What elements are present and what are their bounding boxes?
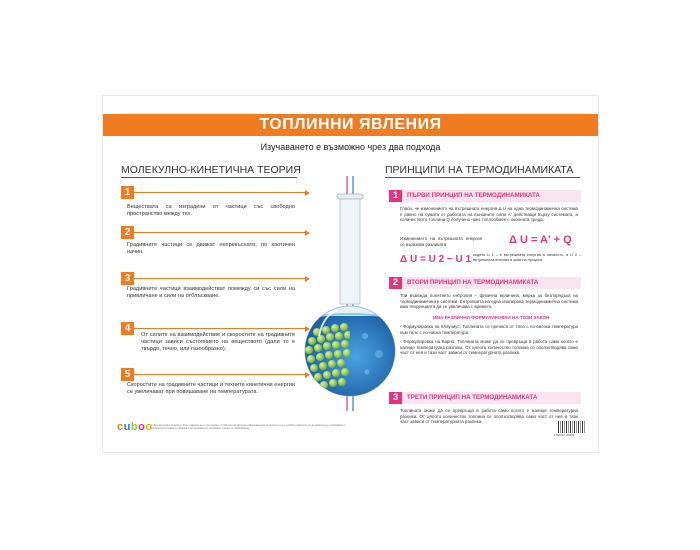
item-text: Градивните частици се движат непрекъснато, по хаотичен начин. <box>127 242 295 256</box>
item-text: Градивните частици взаимодействат помежду си със сили на привличане и сили на отблъскване. <box>127 286 295 300</box>
item-divider <box>134 192 306 193</box>
left-section-heading: МОЛЕКУЛНО-КИНЕТИЧНА ТЕОРИЯ <box>121 164 301 176</box>
item-number: 5 <box>121 368 134 381</box>
formula-delta-u: Δ U = U 2 − U 1 <box>400 254 472 265</box>
title-banner <box>103 114 598 136</box>
poster-subtitle: Изучаването е възможно чрез два подхода <box>260 142 441 152</box>
item-divider <box>134 278 306 279</box>
principle-2-header <box>389 277 581 289</box>
flask-illustration <box>303 176 398 411</box>
principle-number: 2 <box>389 277 402 289</box>
item-divider <box>134 232 306 233</box>
formulation-clausius: - Формулировка на Клаузиус: Топлината се пренася от тяло с по-висока температура към тяло с по-ниска температура. <box>400 324 578 335</box>
poster <box>103 96 598 452</box>
principle-number: 3 <box>389 392 402 404</box>
principle-1-text: Гласи, че изменението на вътрешната енергия Δ U на една термодинамична система е равно на сумата от работата на външните сили A' действащи върху системата, и количеството топлина Q получено чрез топлообмен с околната среда: <box>400 206 578 223</box>
item-text: Веществата са изградени от частици със свободно пространство между тях. <box>127 204 295 218</box>
principle-3-text: Топлината може да се превръща в работа само когато е налице температурна разлика. От цялото количество топлина се оползотворява само част от нея и тази част зависи от температурната разлика. <box>400 408 578 425</box>
item-number: 4 <box>121 322 134 335</box>
item-divider <box>134 374 306 375</box>
principle-3-header <box>389 392 581 404</box>
principle-2-text: Той въвежда понятието ентропия – физична величина, мярка за безпорядъка на термодинамичните системи. Ентропията на една изолирана термодинамична система има тенденцията да се увеличава с времето. <box>400 293 578 310</box>
item-number: 1 <box>121 186 134 199</box>
right-section-heading: ПРИНЦИПИ НА ТЕРМОДИНАМИКАТА <box>385 164 580 178</box>
item-divider <box>134 328 306 329</box>
item-number: 2 <box>121 226 134 239</box>
formulation-carnot: - Формулировка на Карно: Топлината може да се превръща в работа само когато е налице температурна разлика. От цялото количество топлина се оползотворява само част от нея и тази част зависи от температурната разлика. <box>400 339 578 356</box>
principle-1-note-2: където U 1 – е вътрешната енергия в началото, а U 2 – вътрешната енергия в края на процеса <box>473 253 581 262</box>
round-bottom-flask-icon <box>303 176 398 411</box>
barcode-icon <box>558 421 586 433</box>
principle-2-subheading: ИМА РАЗЛИЧНИ ФОРМУЛИРОВКИ НА ТОЗИ ЗАКОН <box>433 315 550 320</box>
poster-title: ТОПЛИННИ ЯВЛЕНИЯ <box>259 116 442 133</box>
item-text: От силите на взаимодействие и скоростите на градивните частици зависи състоянието на веществото (дали то е твърдо, течно, или газообразно). <box>141 332 295 353</box>
item-text: Скоростите на градивните частици и техните кинетични енергии се увеличават при повишаване на температурата. <box>127 382 295 396</box>
principle-1-note: Изменението на вътрешната енергия се изразява разликата <box>400 236 482 247</box>
principle-label: ПЪРВИ ПРИНЦИП НА ТЕРМОДИНАМИКАТА <box>407 192 540 199</box>
principle-1-header <box>389 190 581 202</box>
principle-label: ВТОРИ ПРИНЦИП НА ТЕРМОДИНАМИКАТА <box>407 279 539 286</box>
item-number: 3 <box>121 272 134 285</box>
cuboo-logo: cuboo <box>117 421 153 433</box>
barcode-number: 3 800233 123456 <box>554 434 575 437</box>
formula-first-law: Δ U = A' + Q <box>509 234 572 246</box>
principle-number: 1 <box>389 190 402 202</box>
copyright-footnote: © Всички права запазени. Тази издание не е прегледано от Министерството на образованието и науката и не е учебно помагало. Съдържанието е съобразено с учебната програма по физика и астрономия за основната степен на образование. <box>151 424 346 431</box>
principle-label: ТРЕТИ ПРИНЦИП НА ТЕРМОДИНАМИКАТА <box>407 394 538 401</box>
